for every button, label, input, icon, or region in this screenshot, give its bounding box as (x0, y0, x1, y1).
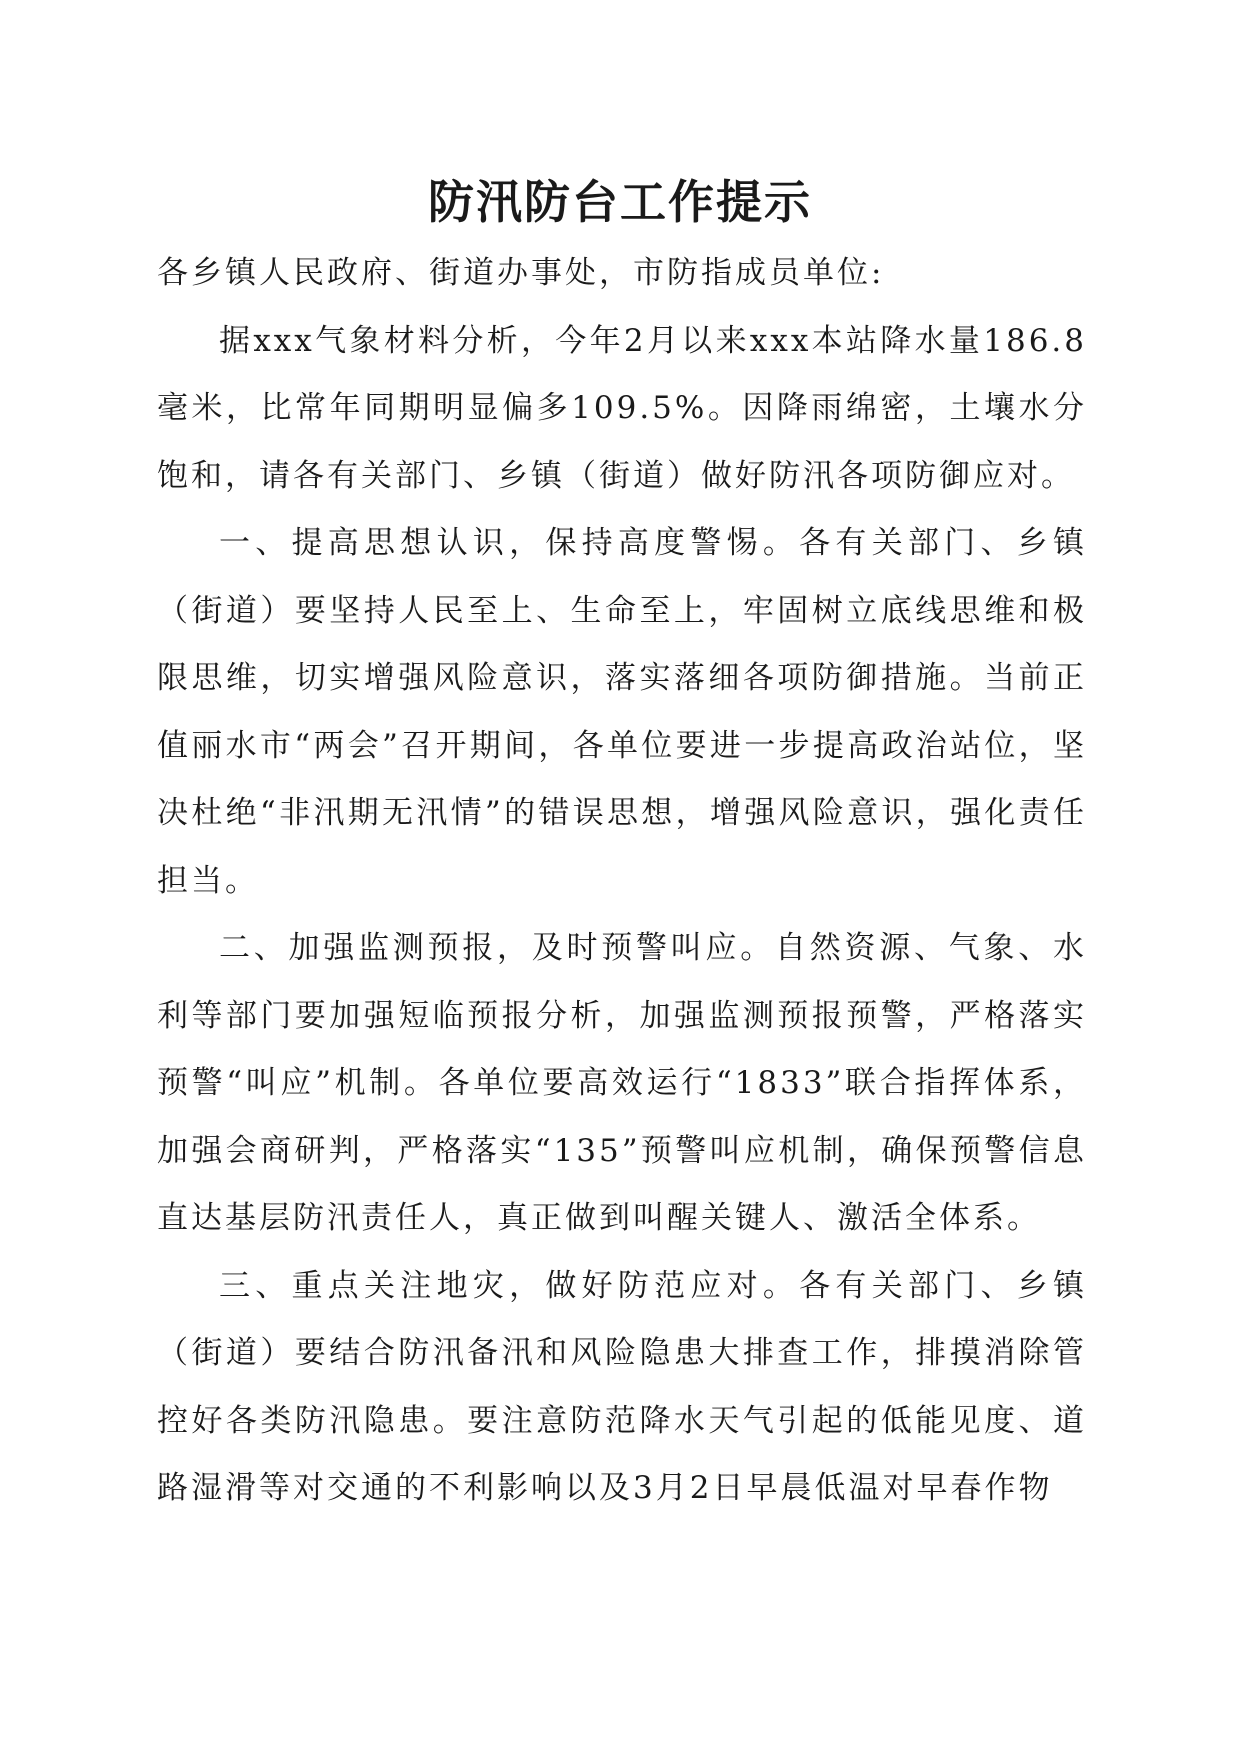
paragraph-intro: 据xxx气象材料分析，今年2月以来xxx本站降水量186.8毫米，比常年同期明显偏多109.5%。因降雨绵密，土壤水分饱和，请各有关部门、乡镇（街道）做好防汛各项防御应对。 (157, 322, 1087, 494)
paragraph-section-3: 三、重点关注地灾，做好防范应对。各有关部门、乡镇（街道）要结合防汛备汛和风险隐患大排查工作，排摸消除管控好各类防汛隐患。要注意防范降水天气引起的低能见度、道路湿滑等对交通的不利影响以及3月2日早晨低温对早春作物 (157, 1267, 1087, 1506)
paragraph-section-1: 一、提高思想认识，保持高度警惕。各有关部门、乡镇（街道）要坚持人民至上、生命至上，牢固树立底线思维和极限思维，切实增强风险意识，落实落细各项防御措施。当前正值丽水市“两会”召开期间，各单位要进一步提高政治站位，坚决杜绝“非汛期无汛情”的错误思想，增强风险意识，强化责任担当。 (157, 525, 1087, 899)
paragraph-section-2: 二、加强监测预报，及时预警叫应。自然资源、气象、水利等部门要加强短临预报分析，加强监测预报预警，严格落实预警“叫应”机制。各单位要高效运行“1833”联合指挥体系，加强会商研判，严格落实“135”预警叫应机制，确保预警信息直达基层防汛责任人，真正做到叫醒关键人、激活全体系。 (157, 930, 1087, 1236)
document-body (157, 240, 1087, 1523)
salutation: 各乡镇人民政府、街道办事处，市防指成员单位: (157, 255, 885, 291)
document-title: 防汛防台工作提示 (428, 175, 812, 229)
